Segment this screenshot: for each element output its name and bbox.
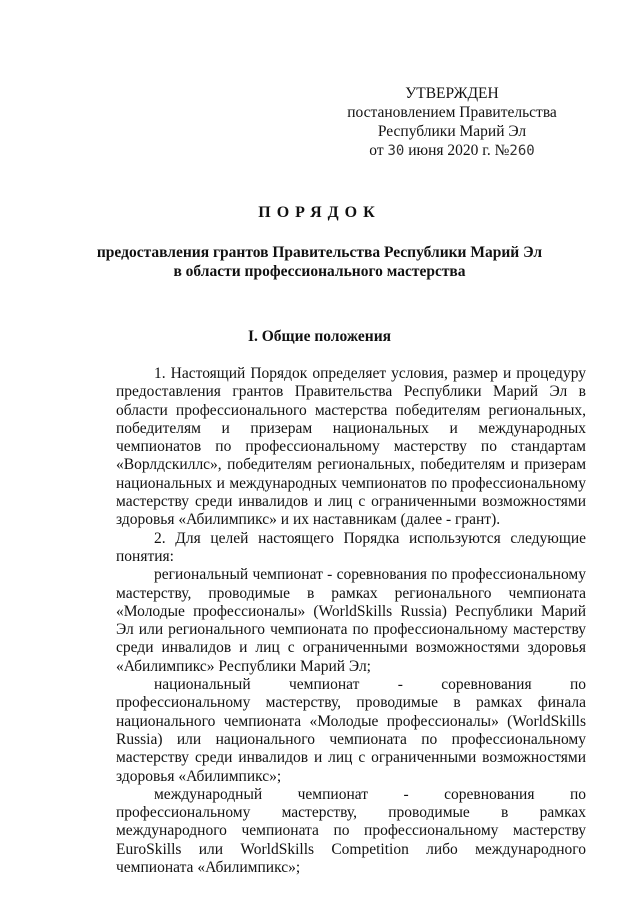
approval-date-prefix: от [369,142,384,159]
document-body [116,365,586,877]
paragraph-2: 2. Для целей настоящего Порядка используются следующие понятия: [116,529,586,565]
approval-date-line [327,141,577,161]
section-heading: I. Общие положения [247,328,392,345]
paragraph-1: 1. Настоящий Порядок определяет условия, размер и процедуру предоставления грантов Правительства Республики Марий Эл в области профессионального мастерства победителям региональных, победителям и призерам национальных и международных чемпионатов по профессиональному мастерству по стандартам «Ворлдскиллс», победителям региональных, победителям и призерам национальных и международных чемпионатов по профессиональному мастерству среди инвалидов и лиц с ограниченными возможностями здоровья «Абилимпикс» и их наставникам (далее - грант). [116,365,586,529]
approval-number: 260 [509,143,535,159]
approval-line-2: Республики Марий Эл [377,123,527,140]
approval-status: УТВЕРЖДЕН [405,85,499,102]
approval-day: 30 [387,143,405,159]
paragraph-4: национальный чемпионат - соревнования по профессиональному мастерству, проводимые в рамках финала национального чемпионата «Молодые профессионалы» (WorldSkills Russia) или национального чемпионата по профессиональному мастерству среди инвалидов и лиц с ограниченными возможностями здоровья «Абилимпикс»; [116,676,586,785]
document-subtitle [0,243,639,281]
approval-month-year: июня 2020 г. № [408,142,510,159]
document-title: ПОРЯДОК [258,204,381,221]
paragraph-3: региональный чемпионат - соревнования по профессиональному мастерству, проводимые в рамках регионального чемпионата «Молодые профессионалы» (WorldSkills Russia) Республики Марий Эл или регионального чемпионата по профессиональному мастерству среди инвалидов и лиц с ограниченными возможностями здоровья «Абилимпикс» Республики Марий Эл; [116,566,586,675]
approval-stamp [327,84,577,161]
subtitle-line-2: в области профессионального мастерства [173,263,466,280]
approval-line-1: постановлением Правительства [347,104,557,121]
subtitle-line-1: предоставления грантов Правительства Республики Марий Эл [96,244,543,261]
paragraph-5: международный чемпионат - соревнования по профессиональному мастерству, проводимые в рамках международного чемпионата по профессиональному мастерству EuroSkills или WorldSkills Competition либо международного чемпионата «Абилимпикс»; [116,785,586,877]
